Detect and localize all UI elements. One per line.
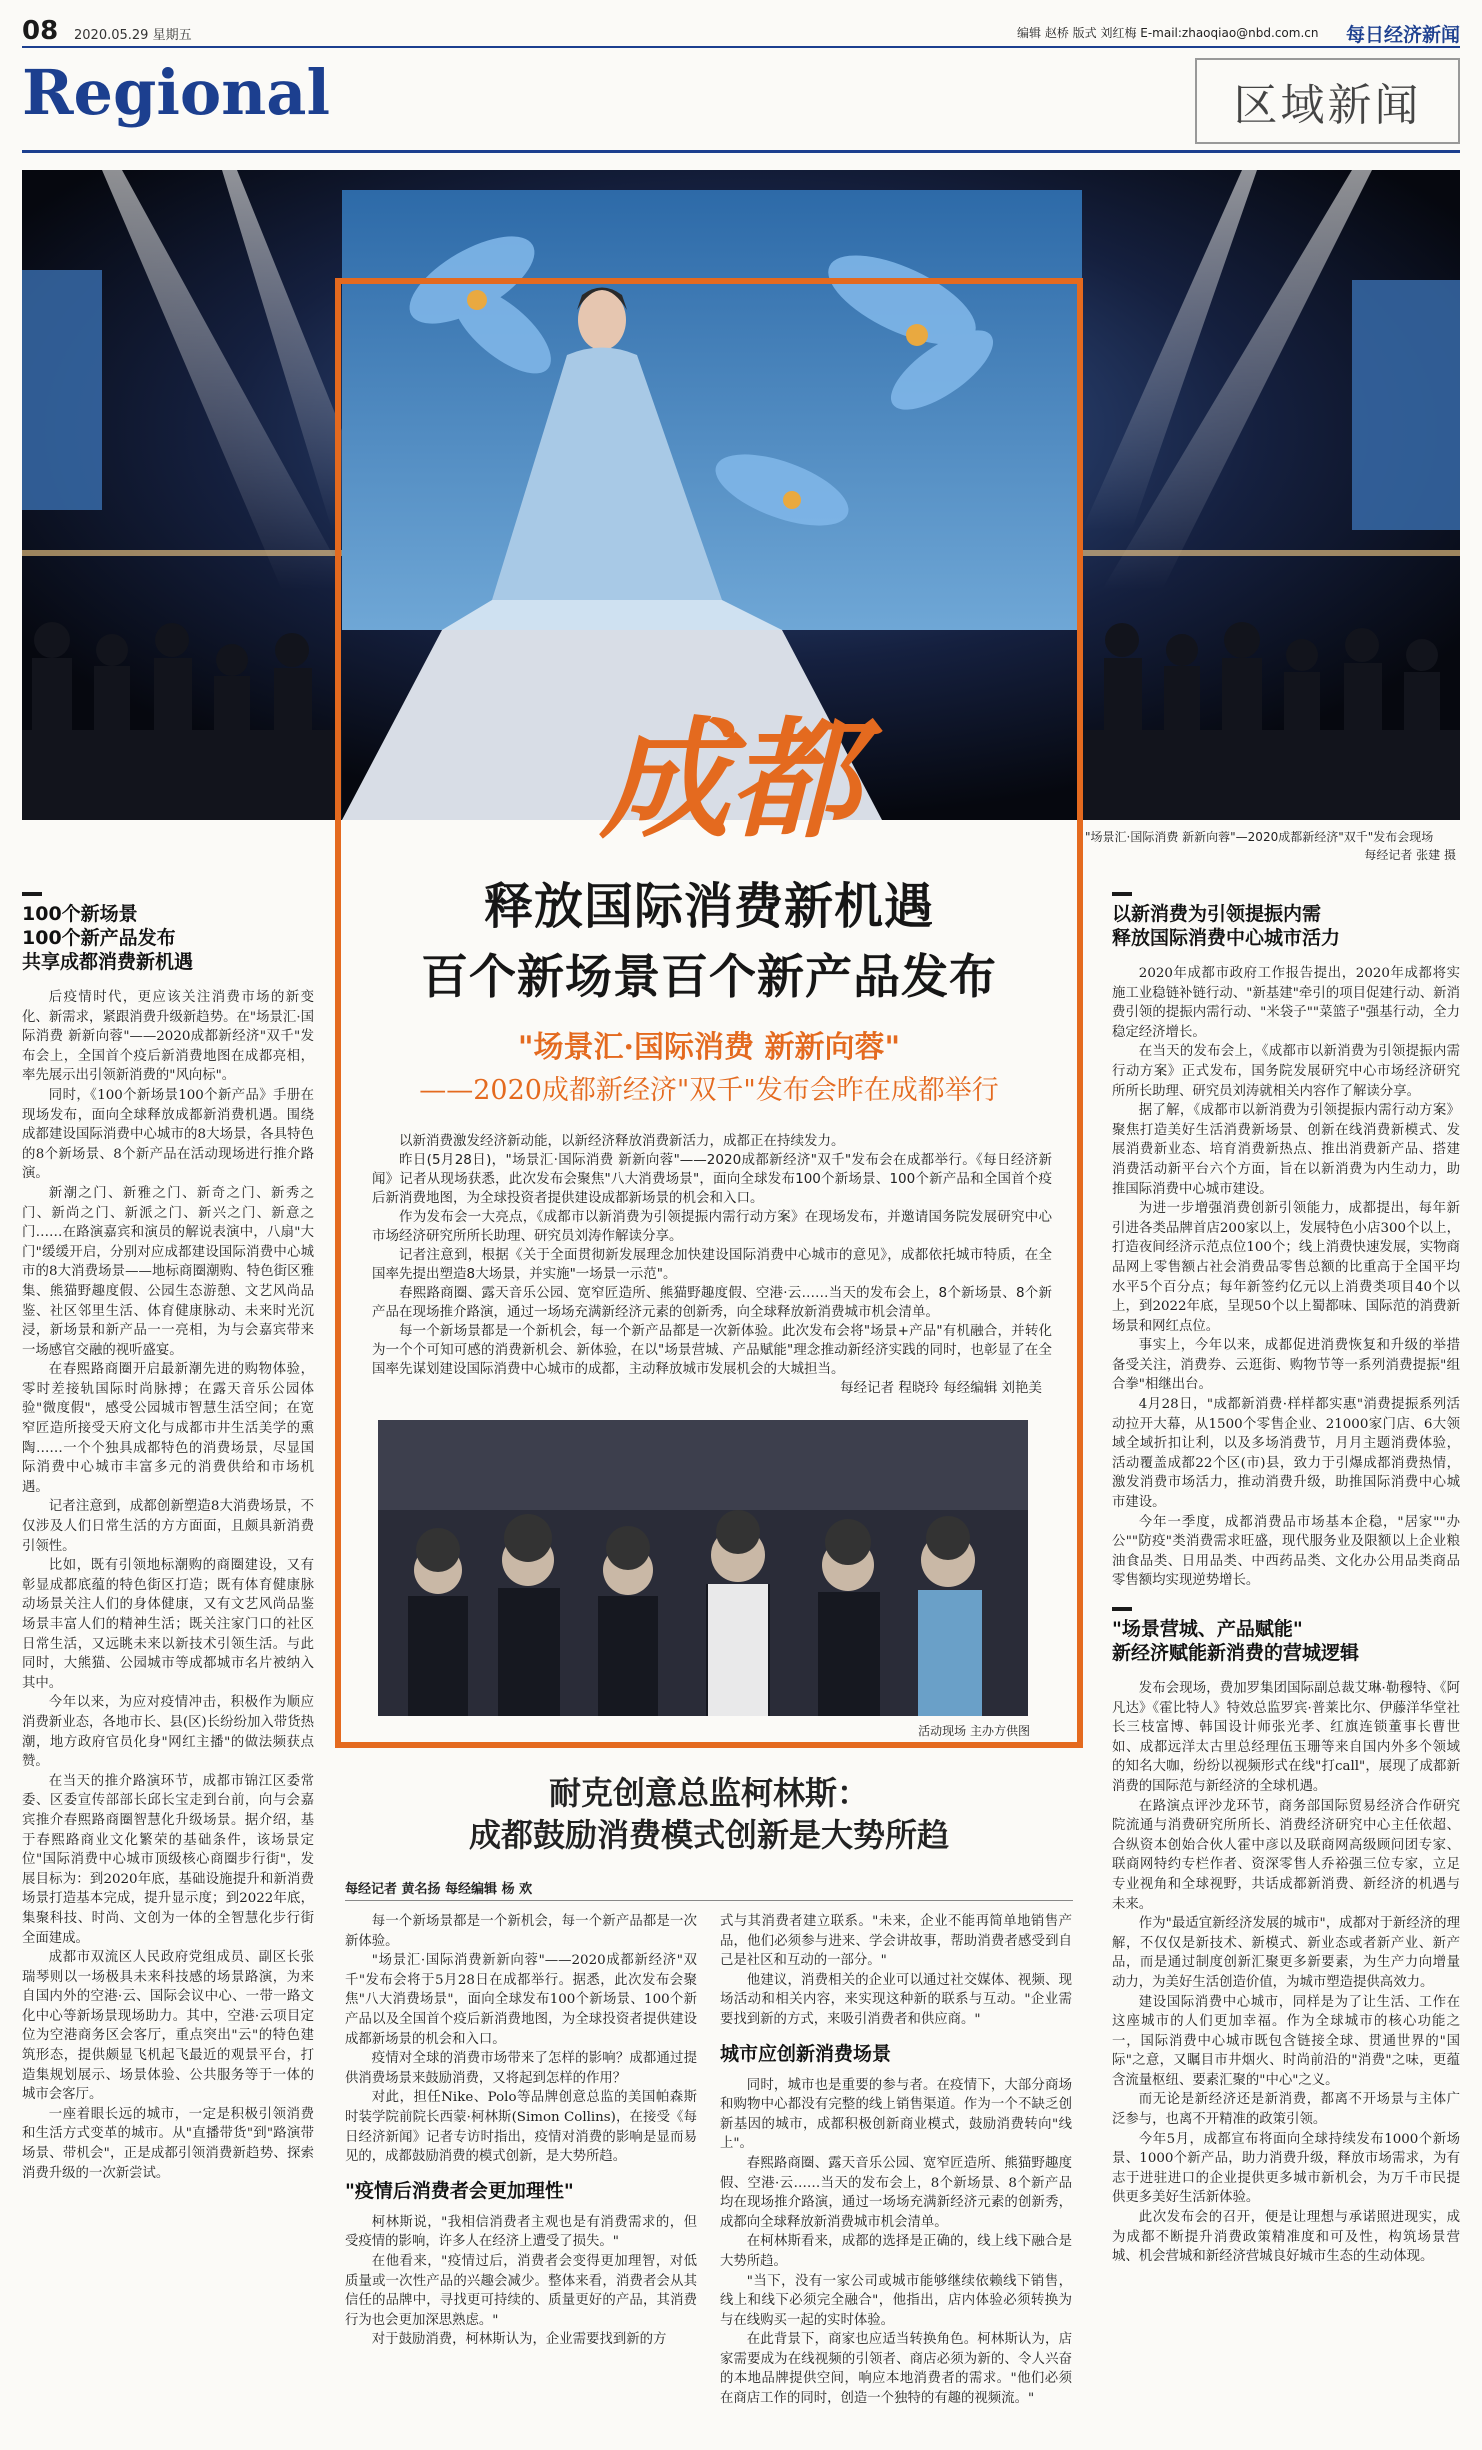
paragraph: 比如，既有引领地标潮购的商圈建设，又有彰显成都底蕴的特色街区打造；既有体育健康脉动场景关注人们的身体健康，又有文艺风尚品鉴场景丰富人们的精神生活；既关注家门口的社区日常生活，又远眺未来以新技术引领生活。与此同时，大熊猫、公园城市等成都城市名片被纳入其中。 [22,1558,314,1691]
heading-marker [1112,1607,1132,1611]
paragraph: 今年以来，为应对疫情冲击，积极作为顺应消费新业态，各地市长、县(区)长纷纷加入带货热潮，地方政府官员化身"网红主播"的做法频获点赞。 [22,1695,314,1770]
interview-byline: 每经记者 黄名扬 每经编辑 杨 欢 [345,1882,533,1897]
paragraph: 每一个新场景都是一个新机会，每一个新产品都是一次新体验。 [345,1914,697,1949]
right-article-heading-2 [1112,1617,1460,1665]
subheadline-2: ——2020成都新经济"双千"发布会昨在成都举行 [419,1075,999,1106]
paragraph: 后疫情时代，更应该关注消费市场的新变化、新需求，紧跟消费升级新趋势。在"场景汇·国际消费 新新向蓉"——2020成都新经济"双千"发布会上，全国首个疫后新消费地图在成都亮相，率先展示出引领新消费的"风向标"。 [22,990,314,1084]
paragraph: 他建议，消费相关的企业可以通过社交媒体、视频、现场活动和相关内容，来实现这种新的联系与互动。"企业需要找到新的方式，来吸引消费者和供应商。" [720,1972,1072,2027]
heading-line: "场景营城、产品赋能" [1112,1618,1303,1640]
interview-rule [345,1900,1073,1901]
top-info-strip [22,14,1460,48]
paragraph: 对此，担任Nike、Polo等品牌创意总监的美国帕森斯时装学院前院长西蒙·柯林斯(Simon Collins)，在接受《每日经济新闻》记者专访时指出，疫情对消费的影响是显而易见的，成都鼓励消费的模式创新，是大势所趋。 [345,2090,697,2165]
paragraph: 在柯林斯看来，成都的选择是正确的，线上线下融合是大势所趋。 [720,2234,1072,2269]
paragraph: 春熙路商圈、露天音乐公园、宽窄匠造所、熊猫野趣度假、空港·云……当天的发布会上，8个新场景、8个新产品均在现场推介路演，通过一场场充满新经济元素的创新秀，成都向全球释放新消费城市机会清单。 [720,2155,1072,2230]
heading-marker [22,892,42,896]
main-headline: 释放国际消费新机遇 [483,878,934,935]
interview-headline-2: 成都鼓励消费模式创新是大势所趋 [468,1816,949,1854]
event-photo-caption: 活动现场 主办方供图 [918,1724,1030,1738]
paragraph: 同时，《100个新场景100个新产品》手册在现场发布，面向全球释放成都新消费机遇。围绕成都建设国际消费中心城市的8大场景，各具特色的8个新场景、8个新产品在活动现场进行推介路演。 [22,1087,314,1182]
lead-paragraph: 昨日(5月28日)，"场景汇·国际消费 新新向蓉"——2020成都新经济"双千"发布会在成都举行。《每日经济新闻》记者从现场获悉，此次发布会聚焦"八大消费场景"，面向全球发布100个新场景、100个新产品和全国首个疫后新消费地图，为全球投资者提供建设成都新场景的机会和入口。 [372,1152,1052,1206]
heading-line: 释放国际消费中心城市活力 [1112,927,1341,949]
interview-headline: 耐克创意总监柯林斯： [548,1774,869,1812]
masthead-rule [22,150,1460,153]
main-headline-2: 百个新场景百个新产品发布 [421,950,997,1005]
paragraph: 式与其消费者建立联系。"未来，企业不能再简单地销售产品，他们必须参与进来、学会讲故事，帮助消费者感受到自己是社区和互动的一部分。" [720,1914,1072,1969]
lead-paragraph: 春熙路商圈、露天音乐公园、宽窄匠造所、熊猫野趣度假、空港·云……当天的发布会上，8个新场景、8个新产品在现场推介路演，通过一场场充满新经济元素的创新秀，向全球释放新消费城市机会清单。 [372,1285,1052,1320]
lead-article [372,1132,1052,1398]
lead-paragraph: 每一个新场景都是一个新机会，每一个新产品都是一次新体验。此次发布会将"场景+产品"有机融合，并转化为一个个可知可感的消费新机会、新体验，在以"场景营城、产品赋能"理念推动新经济实践的同时，也彰显了在全国率先谋划建设国际消费中心城市的成都，主动释放城市发展机会的大城担当。 [372,1323,1052,1377]
hero-caption-text: "场景汇·国际消费 新新向蓉"—2020成都新经济"双千"发布会现场 [1085,830,1434,844]
page-number: 08 [22,16,59,46]
event-crowd-illustration [378,1420,1028,1716]
event-photo [378,1420,1028,1716]
paragraph: 2020年成都市政府工作报告提出，2020年成都将实施工业稳链补链行动、"新基建"牵引的项目促建行动、新消费引领的提振内需行动、"米袋子""菜篮子"强基行动，全力稳定经济增长。 [1112,966,1460,1040]
paragraph: 在春熙路商圈开启最新潮先进的购物体验，零时差接轨国际时尚脉搏；在露天音乐公园体验"微度假"，感受公园城市智慧生活空间；在宽窄匠造所接受天府文化与成都市井生活美学的熏陶……一个个独具成都特色的消费场景，尽显国际消费中心城市丰富多元的消费供给和市场机遇。 [22,1362,314,1495]
calligraphy-title [530,690,930,860]
lead-paragraph: 作为发布会一大亮点，《成都市以新消费为引领提振内需行动方案》在现场发布，并邀请国务院发展研究中心市场经济研究所所长助理、研究员刘涛作解读分享。 [372,1209,1052,1244]
paragraph: 今年一季度，成都消费品市场基本企稳，"居家""办公""防疫"类消费需求旺盛，现代服务业及限额以上企业粮油食品类、日用品类、中西药品类、文化办公用品类商品零售额均实现逆势增长。 [1112,1514,1460,1589]
interview-column-a [345,1912,697,2350]
paragraph: 发布会现场，费加罗集团国际副总裁艾琳·勒穆特、《阿凡达》《霍比特人》特效总监罗宾·普莱比尔、伊藤洋华堂社长三枝富博、韩国设计师张光孝、红旗连锁董事长曹世如、成都远洋太古里总经理伍玉珊等来自国内外多个领域的知名大咖，纷纷以视频形式在线"打call"，展现了成都新消费的国际范与新经济的全球机遇。 [1112,1681,1460,1794]
paragraph: 作为"最适宜新经济发展的城市"，成都对于新经济的理解，不仅仅是新技术、新模式、新业态或者新产业、新产品，而是通过制度创新汇聚更多新要素，为生产力向增量动力，为美好生活创造价值，为城市塑造提供高效力。 [1112,1916,1460,1990]
left-article [22,892,314,2183]
right-article-heading [1112,902,1460,950]
interview-column-b [720,1912,1072,2409]
paragraph: 新潮之门、新雅之门、新奇之门、新秀之门、新尚之门、新派之门、新兴之门、新意之门……在路演嘉宾和演员的解说表演中，八扇"大门"缓缓开启，分别对应成都建设国际消费中心城市的8大消费场景——地标商圈潮购、特色街区雅集、熊猫野趣度假、公园生态游憩、文艺风尚品鉴、社区邻里生活、体育健康脉动、未来时光沉浸，新场景和新产品一一亮相，为与会嘉宾带来一场感官交融的视听盛宴。 [22,1185,314,1358]
subheadline: "场景汇·国际消费 新新向蓉" [517,1030,901,1065]
paragraph: 成都市双流区人民政府党组成员、副区长张瑞琴则以一场极具未来科技感的场景路演，为来自国内外的空港·云、国际会议中心、一带一路文化中心等新场景现场助力。其中，空港·云项目定位为空港商务区会客厅，重点突出"云"的特色建筑形态，提供颇显飞机起飞最近的观景平台，打造集规划展示、场景体验、公共服务等于一体的城市会客厅。 [22,1950,314,2103]
lead-paragraph: 以新消费激发经济新动能，以新经济释放消费新活力，成都正在持续发力。 [399,1133,845,1149]
paragraph: 今年5月，成都宣布将面向全球持续发布1000个新场景、1000个新产品，助力消费升级，释放市场需求，为有志于进驻进口的企业提供更多城市新机会，为万千市民提供更多美好生活新体验。 [1112,2131,1460,2206]
left-article-heading [22,902,314,974]
hero-caption [1085,828,1460,864]
paragraph: 一座着眼长远的城市，一定是积极引领消费和生活方式变革的城市。从"直播带货"到"路演带场景、带机会"，正是成都引领消费新趋势、探索消费升级的一次新尝试。 [22,2106,314,2181]
paragraph: 而无论是新经济还是新消费，都离不开场景与主体广泛参与，也离不开精准的政策引领。 [1112,2092,1460,2128]
heading-line: 新经济赋能新消费的营城逻辑 [1112,1642,1360,1664]
paragraph: 在当天的推介路演环节，成都市锦江区委常委、区委宣传部部长邱长宝走到台前，向与会嘉宾推介春熙路商圈智慧化升级场景。据介绍，基于春熙路商业文化繁荣的基础条件，该场景定位"国际消费中心城市顶级核心商圈步行街"，发展目标为：到2020年底，基础设施提升和新消费场景打造基本完成，提升显示度；到2022年底，集聚科技、时尚、文创为一体的全智慧化步行街全面建成。 [22,1773,314,1946]
lead-byline: 每经记者 程晓玲 每经编辑 刘艳美 [840,1380,1042,1396]
interview-subheading: "疫情后消费者会更加理性" [345,2179,574,2202]
heading-line: 共享成都消费新机遇 [22,951,194,973]
page-date: 2020.05.29 星期五 [74,28,192,43]
interview-subheading: 城市应创新消费场景 [720,2042,892,2065]
paragraph: 据了解，《成都市以新消费为引领提振内需行动方案》聚焦打造美好生活消费新场景、创新在线消费新模式、发展消费新业态、培育消费新热点、推出消费新产品、搭建消费活动新平台六个方面，旨在以新消费为内生动力，助推国际消费中心城市建设。 [1112,1103,1460,1197]
paragraph: 为进一步增强消费创新引领能力，成都提出，每年新引进各类品牌首店200家以上，发展特色小店300个以上，打造夜间经济示范点位100个；线上消费快速发展，实物商品网上零售额占社会消费品零售总额的比重高于全国平均水平5个百分点；每年新签约亿元以上消费类项目40个以上，到2022年底，呈现50个以上蜀都味、国际范的消费新场景和网红点位。 [1112,1201,1460,1334]
paragraph: 建设国际消费中心城市，同样是为了让生活、工作在这座城市的人们更加幸福。作为全球城市的核心功能之一，国际消费中心城市既包含链接全球、贯通世界的"国际"之意，又瞩目市井烟火、时尚前沿的"消费"之味，更蕴含流量枢纽、要素汇聚的"中心"之义。 [1112,1994,1460,2088]
paragraph: 记者注意到，成都创新塑造8大消费场景，不仅涉及人们日常生活的方方面面，且颇具新消费引领性。 [22,1499,314,1554]
paragraph: 事实上，今年以来，成都促进消费恢复和升级的举措备受关注，消费券、云逛街、购物节等一系列消费提振"组合拳"相继出台。 [1112,1338,1460,1393]
paragraph: 在当天的发布会上，《成都市以新消费为引领提振内需行动方案》正式发布，国务院发展研究中心市场经济研究所所长助理、研究员刘涛就相关内容作了解读分享。 [1112,1044,1460,1099]
section-title-chinese: 区域新闻 [1195,58,1460,144]
hero-photo-credit: 每经记者 张建 摄 [1364,848,1456,862]
calligraphy-text: 成都 [599,703,861,856]
paragraph: 在此背景下，商家也应适当转换角色。柯林斯认为，店家需要成为在线视频的引领者、商店必须为新的、令人兴奋的本地品牌提供空间，响应本地消费者的需求。"他们必须在商店工作的同时，创造一个独特的有趣的视频流。" [720,2332,1072,2407]
paragraph: 疫情对全球的消费市场带来了怎样的影响？成都通过提供消费场景来鼓励消费，又将起到怎样的作用？ [345,2051,697,2086]
paragraph: 柯林斯说，"我相信消费者主观也是有消费需求的，但受疫情的影响，许多人在经济上遭受了损失。" [345,2214,697,2250]
newspaper-name: 每日经济新闻 [1345,24,1460,46]
paragraph: "当下，没有一家公司或城市能够继续依赖线下销售，线上和线下必须完全融合"，他指出，店内体验必须转换为与在线购买一起的实时体验。 [720,2273,1072,2328]
right-article [1112,892,1460,2267]
paragraph: 此次发布会的召开，便是让理想与承诺照进现实，成为成都不断提升消费政策精准度和可及性，构筑场景营城、机会营城和新经济营城良好城市生态的生动体现。 [1112,2210,1460,2265]
paragraph: 在他看来，"疫情过后，消费者会变得更加理智，对低质量或一次性产品的兴趣会减少。整体来看，消费者会从其信任的品牌中，寻找更可持续的、质量更好的产品，其消费行为也会更加深思熟虑。" [345,2253,697,2328]
lead-paragraph: 记者注意到，根据《关于全面贯彻新发展理念加快建设国际消费中心城市的意见》，成都依托城市特质，在全国率先提出塑造8大场景，并实施"一场景一示范"。 [372,1247,1052,1282]
heading-line: 以新消费为引领提振内需 [1112,903,1322,925]
paragraph: 对于鼓励消费，柯林斯认为，企业需要找到新的方 [371,2332,667,2348]
paragraph: 4月28日，"成都新消费·样样都实惠"消费提振系列活动拉开大幕，从1500个零售企业、21000家门店、6大领域全域折扣让利，以及多场消费节，月月主题消费体验，活动覆盖成都22个区(市)县，致力于引爆成都消费热情，激发消费市场活力，推动消费升级，助推国际消费中心城市建设。 [1112,1397,1460,1511]
editor-credits: 编辑 赵桥 版式 刘红梅 E-mail:zhaoqiao@nbd.com.cn [1017,26,1319,40]
paragraph: 同时，城市也是重要的参与者。在疫情下，大部分商场和购物中心都没有完整的线上销售渠道。作为一个不缺乏创新基因的城市，成都积极创新商业模式，鼓励消费转向"线上"。 [720,2077,1072,2152]
heading-marker [1112,892,1132,896]
heading-line: 100个新产品发布 [22,927,176,949]
paragraph: 在路演点评沙龙环节，商务部国际贸易经济合作研究院流通与消费研究所所长、消费经济研究中心主任依超、合纵资本创始合伙人霍中彦以及联商网高级顾问团专家、联商网特约专栏作者、资深零售人乔裕强三位专家，立足专业视角和全球视野，共话成都新消费、新经济的机遇与未来。 [1112,1798,1460,1912]
section-title-english: Regional [22,56,331,129]
paragraph: "场景汇·国际消费新新向蓉"——2020成都新经济"双千"发布会将于5月28日在成都举行。据悉，此次发布会聚焦"八大消费场景"，面向全球发布100个新场景、100个新产品以及全国首个疫后新消费地图，为全球投资者提供建设成都新场景的机会和入口。 [345,1953,697,2047]
heading-line: 100个新场景 [22,903,138,925]
